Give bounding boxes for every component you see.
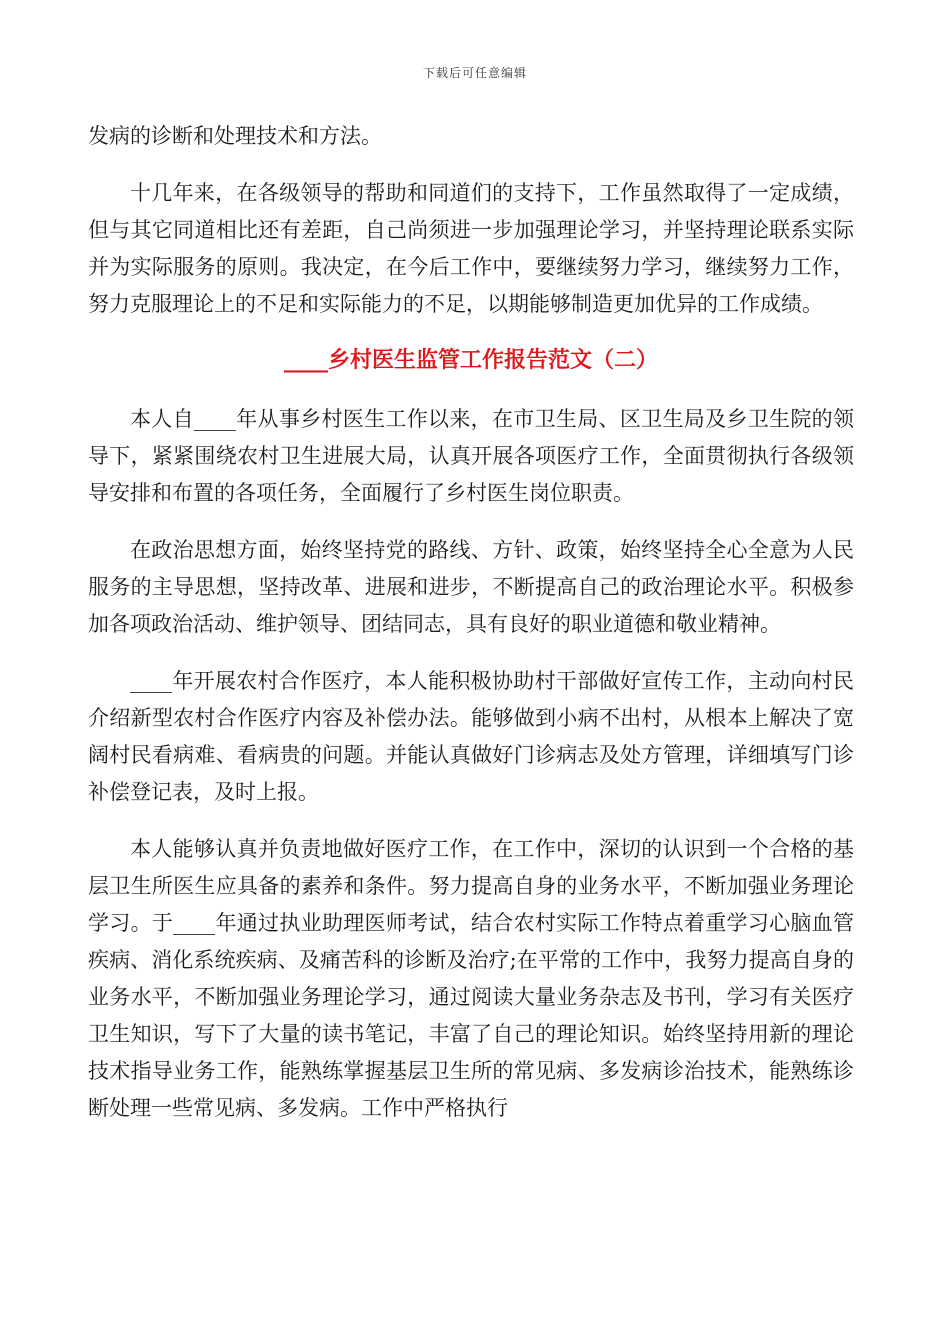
paragraph-medical-work: 本人能够认真并负责地做好医疗工作，在工作中，深切的认识到一个合格的基层卫生所医生应具备的素养和条件。努力提高自身的业务水平，不断加强业务理论学习。于____年通过执业助理医师考试，结合农村实际工作特点着重学习心脑血管疾病、消化系统疾病、及痛苦科的诊断及治疗;在平常的工作中，我努力提高自身的业务水平，不断加强业务理论学习，通过阅读大量业务杂志及书刊，学习有关医疗卫生知识，写下了大量的读书笔记，丰富了自己的理论知识。始终坚持用新的理论技术指导业务工作，能熟练掌握基层卫生所的常见病、多发病诊治技术，能熟练诊断处理一些常见病、多发病。工作中严格执行	[88, 837, 854, 1120]
paragraph-political: 在政治思想方面，始终坚持党的路线、方针、政策，始终坚持全心全意为人民服务的主导思想，坚持改革、进展和进步，不断提高自己的政治理论水平。积极参加各项政治活动、维护领导、团结同志，具有良好的职业道德和敬业精神。	[88, 538, 854, 636]
paragraph-intro: 本人自____年从事乡村医生工作以来，在市卫生局、区卫生局及乡卫生院的领导下，紧紧围绕农村卫生进展大局，认真开展各项医疗工作，全面贯彻执行各级领导安排和布置的各项任务，全面履行了乡村医生岗位职责。	[88, 407, 854, 505]
paragraph-continuation: 发病的诊断和处理技术和方法。	[88, 124, 382, 148]
document-body	[88, 118, 854, 1147]
paragraph-summary: 十几年来，在各级领导的帮助和同道们的支持下，工作虽然取得了一定成绩，但与其它同道相比还有差距，自己尚须进一步加强理论学习，并坚持理论联系实际并为实际服务的原则。我决定，在今后工作中，要继续努力学习，继续努力工作，努力克服理论上的不足和实际能力的不足，以期能够制造更加优异的工作成绩。	[88, 181, 854, 316]
paragraph-cooperative-medical: ____年开展农村合作医疗，本人能积极协助村干部做好宣传工作，主动向村民介绍新型农村合作医疗内容及补偿办法。能够做到小病不出村，从根本上解决了宽阔村民看病难、看病贵的问题。并能认真做好门诊病志及处方管理，详细填写门诊补偿登记表，及时上报。	[88, 669, 854, 804]
page-header-note: 下载后可任意编辑	[422, 66, 527, 80]
section-title: ____乡村医生监管工作报告范文（二）	[283, 348, 658, 373]
